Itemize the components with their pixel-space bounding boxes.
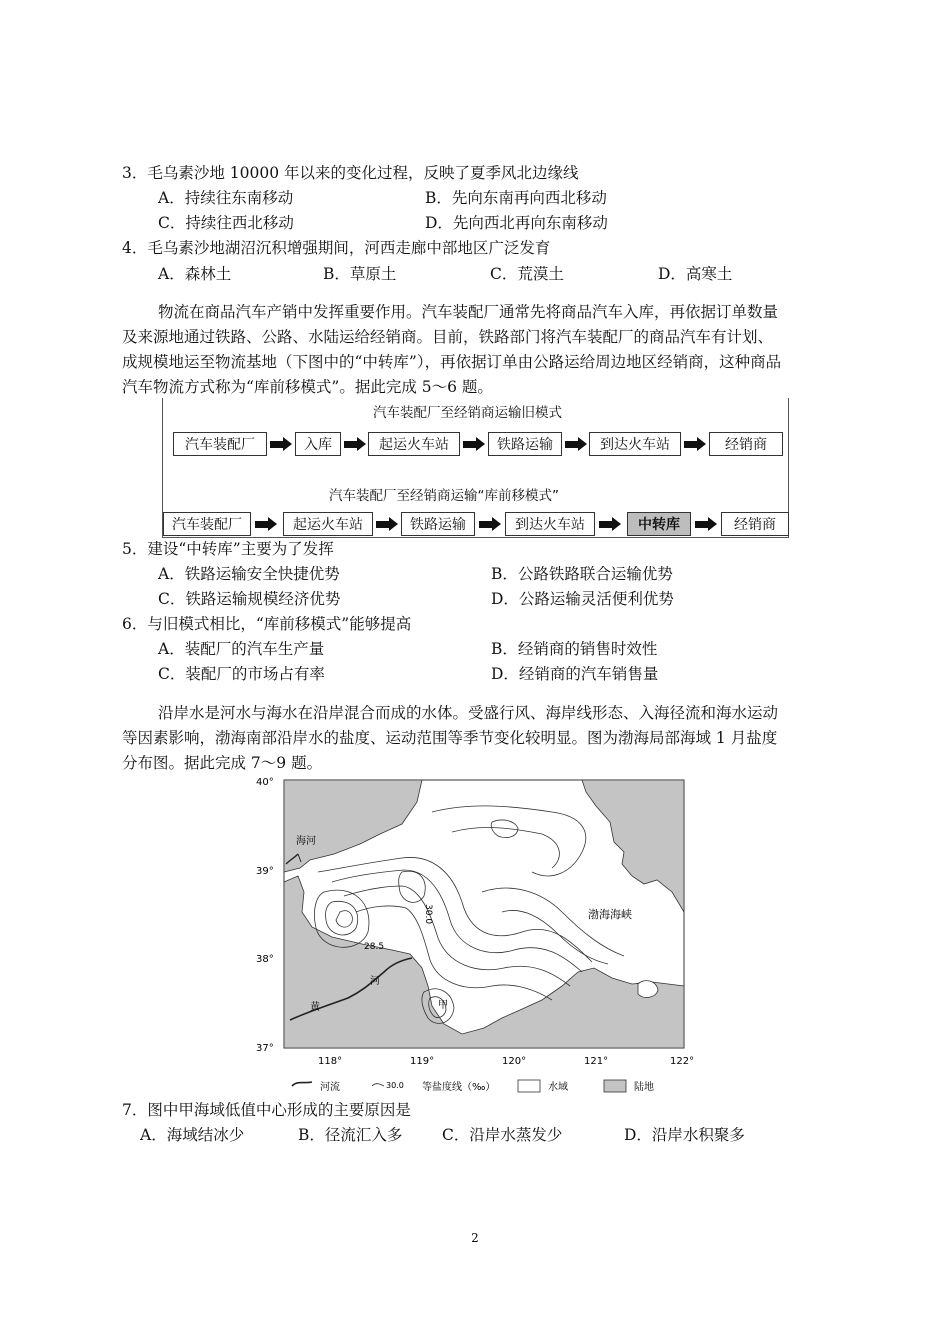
q3-option-b: B．先向东南再向西北移动 [425,189,607,207]
new-step-transit-warehouse: 中转库 [627,512,691,536]
q7-option-d: D．沿岸水积聚多 [624,1126,745,1144]
old-step-warehouse: 入库 [295,432,341,456]
q5-option-d: D．公路运输灵活便利优势 [491,590,674,608]
lon-label: 120° [502,1056,527,1067]
q6-stem: 6．与旧模式相比，“库前移模式”能够提高 [122,615,412,633]
old-step-factory: 汽车装配厂 [173,432,267,456]
q3-option-a: A．持续往东南移动 [158,189,294,207]
label-bohai-strait: 渤海海峡 [588,908,632,921]
lon-label: 121° [584,1056,609,1067]
q4-option-c: C．荒漠土 [490,265,564,283]
label-haihe: 海河 [296,836,316,847]
salinity-map [252,772,700,1100]
contour-label-28-5: 28.5 [364,942,385,952]
label-jia: 甲 [438,1000,448,1011]
lat-label: 39° [256,866,274,877]
isoline-legend-icon [372,1084,384,1086]
q6-option-d: D．经销商的汽车销售量 [491,665,659,683]
q5-option-b: B．公路铁路联合运输优势 [491,565,673,583]
legend-water: 水域 [548,1082,568,1093]
q7-option-b: B．径流汇入多 [298,1126,403,1144]
passage1-line-1: 物流在商品汽车产销中发挥重要作用。汽车装配厂通常先将商品汽车入库，再依据订单数量 [158,303,779,321]
lat-label: 40° [256,777,274,788]
q3-option-d: D．先向西北再向东南移动 [425,214,608,232]
q3-option-c: C．持续往西北移动 [158,214,294,232]
lat-label: 38° [256,954,274,965]
q7-option-c: C．沿岸水蒸发少 [442,1126,563,1144]
label-huang: 黄 [310,1002,320,1013]
lon-label: 122° [670,1056,695,1067]
lon-label: 118° [318,1056,343,1067]
old-mode-title: 汽车装配厂至经销商运输旧模式 [373,405,562,421]
legend-isoline-value: 30.0 [386,1081,404,1090]
legend-land: 陆地 [634,1082,654,1093]
q7-option-a: A．海域结冰少 [140,1126,245,1144]
passage2-line-3: 分布图。据此完成 7～9 题。 [122,754,323,772]
q6-option-c: C．装配厂的市场占有率 [158,665,325,683]
new-step-arrival-station: 到达火车站 [505,512,595,536]
legend-river: 河流 [320,1082,340,1093]
q3-stem: 3．毛乌素沙地 10000 年以来的变化过程，反映了夏季风北边缘线 [122,164,579,182]
contour-label-30: 30.0 [423,904,433,925]
logistics-flow-diagram [162,398,789,538]
map-legend [292,1080,654,1093]
q5-stem: 5．建设“中转库”主要为了发挥 [122,540,334,558]
lon-label: 119° [410,1056,435,1067]
land-legend-swatch [604,1080,626,1092]
new-step-departure-station: 起运火车站 [283,512,373,536]
q4-option-a: A．森林土 [158,265,232,283]
old-step-departure-station: 起运火车站 [368,432,460,456]
q7-stem: 7．图中甲海域低值中心形成的主要原因是 [122,1101,411,1119]
new-mode-title: 汽车装配厂至经销商运输“库前移模式” [329,488,559,504]
q4-option-b: B．草原土 [323,265,397,283]
old-step-arrival-station: 到达火车站 [589,432,681,456]
q6-option-b: B．经销商的销售时效性 [491,640,658,658]
water-legend-swatch [518,1080,540,1092]
label-he: 河 [370,976,380,987]
q5-option-a: A．铁路运输安全快捷优势 [158,565,340,583]
passage1-line-2: 及来源地通过铁路、公路、水陆运给经销商。目前，铁路部门将汽车装配厂的商品汽车有计划、 [122,328,774,346]
q5-option-c: C．铁路运输规模经济优势 [158,590,341,608]
new-step-dealer: 经销商 [721,512,789,536]
old-step-railway: 铁路运输 [488,432,562,456]
q6-option-a: A．装配厂的汽车生产量 [158,640,325,658]
new-step-railway: 铁路运输 [401,512,475,536]
q4-option-d: D．高寒土 [658,265,733,283]
lat-label: 37° [256,1043,274,1054]
river-legend-icon [292,1082,312,1086]
legend-isoline: 等盐度线（‰） [422,1082,496,1093]
passage2-line-1: 沿岸水是河水与海水在沿岸混合而成的水体。受盛行风、海岸线形态、入海径流和海水运动 [158,704,779,722]
passage1-line-4: 汽车物流方式称为“库前移模式”。据此完成 5～6 题。 [122,378,493,396]
page-number: 2 [471,1231,479,1245]
passage1-line-3: 成规模地运至物流基地（下图中的“中转库”），再依据订单由公路运给周边地区经销商，这种商品 [122,353,782,371]
passage2-line-2: 等因素影响，渤海南部沿岸水的盐度、运动范围等季节变化较明显。图为渤海局部海域 1 月盐度 [122,729,778,747]
q4-stem: 4．毛乌素沙地湖沼沉积增强期间，河西走廊中部地区广泛发育 [122,239,551,257]
old-step-dealer: 经销商 [709,432,783,456]
new-step-factory: 汽车装配厂 [163,512,251,536]
